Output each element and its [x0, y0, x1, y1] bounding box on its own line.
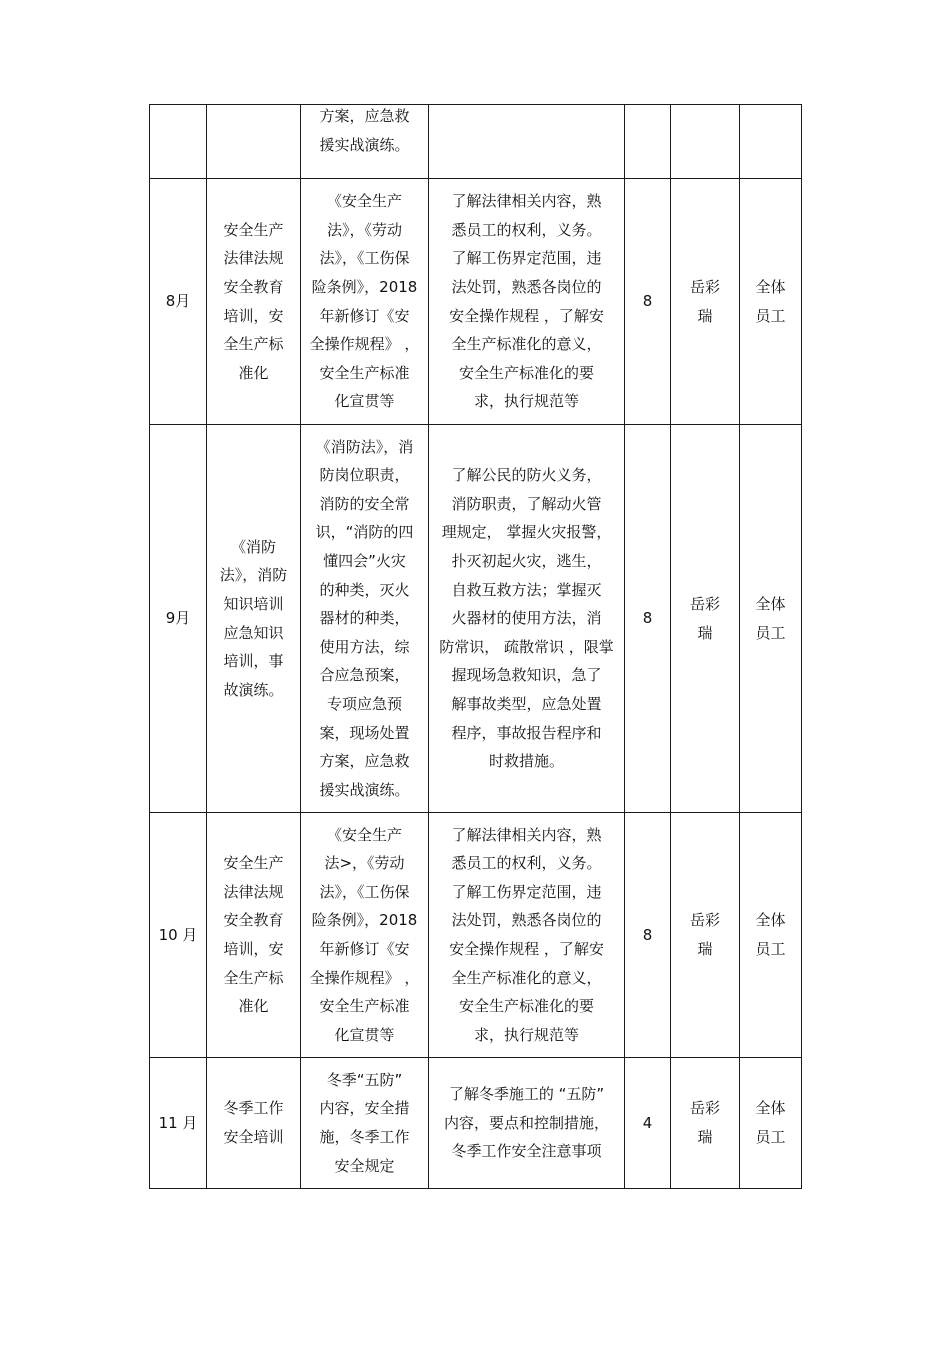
scope-cell: 《安全生产 法》，《劳动 法》，《工伤保 险条例》，2018 年新修订《安 全操作规程》 ， 安全生产标准 化宣贯等	[301, 179, 429, 425]
training-plan-table	[149, 104, 802, 1189]
lecturer-cell: 岳彩 瑞	[671, 179, 740, 425]
topic-cell: 《消防 法》，消防 知识培训 应急知识 培训，事 故演练。	[207, 425, 301, 813]
scope-text: 方案，应急救 援实战演练。	[319, 107, 410, 154]
goal-cell	[429, 105, 625, 179]
month-cell: 11 月	[150, 1058, 207, 1189]
scope-cell: 《消防法》，消 防岗位职责， 消防的安全常 识，“消防的四 懂四会”火灾 的种类，灭火 器材的种类， 使用方法，综 合应急预案， 专项应急预 案，现场处置 方案，应急救 援实战演练。	[301, 425, 429, 813]
goal-cell: 了解法律相关内容，熟 悉员工的权利，义务。 了解工伤界定范围，违 法处罚，熟悉各岗位的 安全操作规程 ，了解安 全生产标准化的意义， 安全生产标准化的要 求，执行规范等	[429, 813, 625, 1058]
audience-cell	[740, 105, 802, 179]
table-row	[150, 425, 802, 813]
audience-cell: 全体 员工	[740, 1058, 802, 1189]
topic-cell: 冬季工作 安全培训	[207, 1058, 301, 1189]
topic-cell	[207, 105, 301, 179]
scope-cell: 冬季“五防” 内容，安全措 施，冬季工作 安全规定	[301, 1058, 429, 1189]
hours-cell: 8	[625, 425, 671, 813]
table-row	[150, 179, 802, 425]
lecturer-cell	[671, 105, 740, 179]
audience-cell: 全体 员工	[740, 179, 802, 425]
goal-cell: 了解公民的防火义务， 消防职责，了解动火管 理规定， 掌握火灾报警， 扑灭初起火灾，逃生， 自救互救方法；掌握灭 火器材的使用方法，消 防常识， 疏散常识 ，限掌 握现场急救知识，急了 解事故类型，应急处置 程序，事故报告程序和 时救措施。	[429, 425, 625, 813]
goal-cell: 了解冬季施工的 “五防” 内容，要点和控制措施， 冬季工作安全注意事项	[429, 1058, 625, 1189]
hours-cell: 4	[625, 1058, 671, 1189]
topic-cell: 安全生产 法律法规 安全教育 培训，安 全生产标 准化	[207, 813, 301, 1058]
hours-cell: 8	[625, 813, 671, 1058]
table-row	[150, 813, 802, 1058]
topic-cell: 安全生产 法律法规 安全教育 培训，安 全生产标 准化	[207, 179, 301, 425]
goal-cell: 了解法律相关内容，熟 悉员工的权利，义务。 了解工伤界定范围，违 法处罚，熟悉各岗位的 安全操作规程 ，了解安 全生产标准化的意义， 安全生产标准化的要 求，执行规范等	[429, 179, 625, 425]
lecturer-cell: 岳彩 瑞	[671, 813, 740, 1058]
audience-cell: 全体 员工	[740, 813, 802, 1058]
month-cell: 8月	[150, 179, 207, 425]
table-row	[150, 105, 802, 179]
month-cell: 9月	[150, 425, 207, 813]
month-cell	[150, 105, 207, 179]
hours-cell	[625, 105, 671, 179]
month-cell: 10 月	[150, 813, 207, 1058]
table-row	[150, 1058, 802, 1189]
scope-cell	[301, 105, 429, 179]
audience-cell: 全体 员工	[740, 425, 802, 813]
lecturer-cell: 岳彩 瑞	[671, 1058, 740, 1189]
scope-cell: 《安全生产 法>，《劳动 法》，《工伤保 险条例》，2018 年新修订《安 全操作规程》 ， 安全生产标准 化宣贯等	[301, 813, 429, 1058]
hours-cell: 8	[625, 179, 671, 425]
lecturer-cell: 岳彩 瑞	[671, 425, 740, 813]
